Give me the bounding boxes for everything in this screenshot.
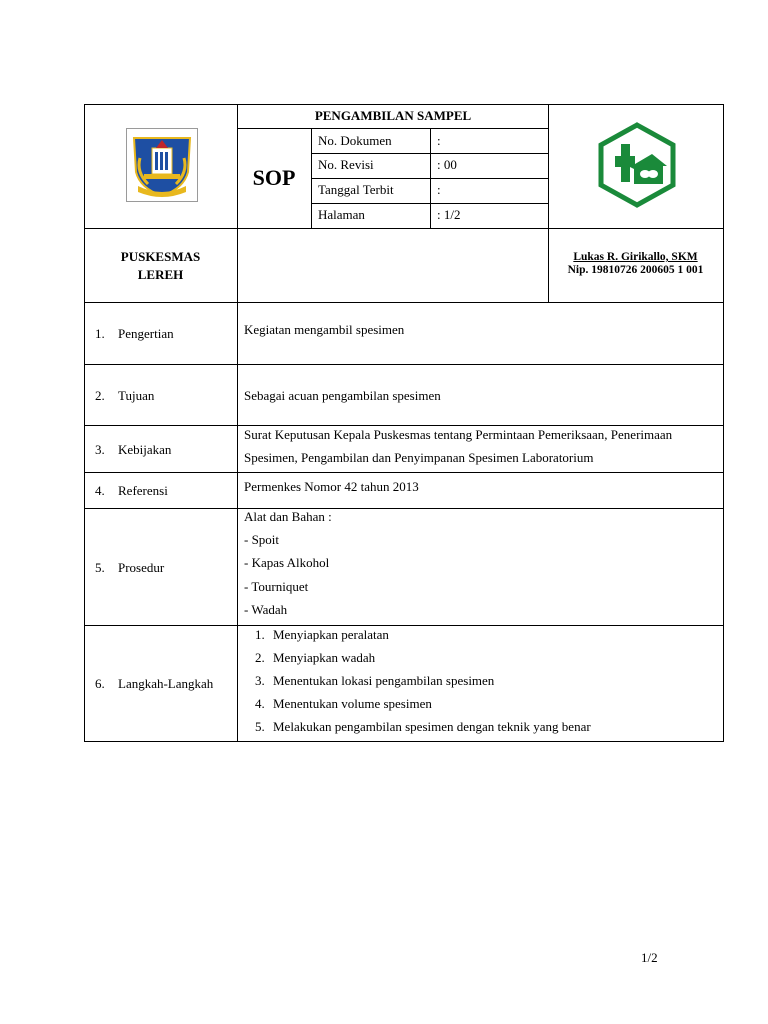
step-number: 3.: [255, 673, 265, 688]
step-text: Menentukan volume spesimen: [273, 696, 432, 711]
field-label-no-revisi: No. Revisi: [318, 157, 374, 172]
section-text-referensi: Permenkes Nomor 42 tahun 2013: [244, 479, 419, 494]
regional-emblem-logo: [126, 128, 198, 202]
section-label-referensi: Referensi: [118, 483, 168, 498]
institution-line-2: LEREH: [137, 267, 184, 282]
field-value-no-dokumen: :: [437, 133, 441, 148]
prosedur-line: - Kapas Alkohol: [244, 555, 330, 570]
section-text-tujuan: Sebagai acuan pengambilan spesimen: [244, 388, 441, 403]
section-number-kebijakan: 3.: [95, 442, 105, 457]
section-label-kebijakan: Kebijakan: [118, 442, 172, 457]
step-text: Melakukan pengambilan spesimen dengan teknik yang benar: [273, 719, 591, 734]
section-number-pengertian: 1.: [95, 326, 105, 341]
section-number-prosedur: 5.: [95, 560, 105, 575]
step-number: 5.: [255, 719, 265, 734]
document-title: PENGAMBILAN SAMPEL: [314, 108, 472, 123]
prosedur-line: - Wadah: [244, 602, 288, 617]
section-number-langkah: 6.: [95, 676, 105, 691]
section-label-prosedur: Prosedur: [118, 560, 165, 575]
section-text-pengertian: Kegiatan mengambil spesimen: [244, 322, 405, 337]
step-text: Menyiapkan wadah: [273, 650, 376, 665]
field-value-no-revisi: : 00: [437, 157, 457, 172]
section-label-langkah: Langkah-Langkah: [118, 676, 214, 691]
field-value-halaman: : 1/2: [437, 207, 461, 222]
list-item: [255, 673, 494, 689]
field-label-halaman: Halaman: [318, 207, 365, 222]
sop-label: SOP: [252, 165, 296, 190]
list-item: [255, 696, 432, 712]
section-text-kebijakan-line-1: Surat Keputusan Kepala Puskesmas tentang Permintaan Pemeriksaan, Penerimaan: [244, 427, 673, 442]
section-text-kebijakan-line-2: Spesimen, Pengambilan dan Penyimpanan Spesimen Laboratorium: [244, 450, 594, 465]
prosedur-line: - Tourniquet: [244, 579, 309, 594]
list-item: [255, 719, 591, 735]
field-label-tanggal-terbit: Tanggal Terbit: [318, 182, 394, 197]
prosedur-line: - Spoit: [244, 532, 280, 547]
field-label-no-dokumen: No. Dokumen: [318, 133, 392, 148]
signatory-nip: Nip. 19810726 200605 1 001: [567, 264, 704, 276]
signatory-name: Lukas R. Girikallo, SKM: [573, 251, 698, 263]
institution-name: [84, 248, 237, 284]
page-number: 1/2: [641, 950, 658, 965]
step-number: 1.: [255, 627, 265, 642]
field-value-tanggal-terbit: :: [437, 182, 441, 197]
section-number-tujuan: 2.: [95, 388, 105, 403]
puskesmas-logo: [597, 122, 677, 208]
prosedur-line: Alat dan Bahan :: [244, 509, 332, 524]
list-item: [255, 650, 375, 666]
list-item: [255, 627, 389, 643]
step-number: 2.: [255, 650, 265, 665]
section-label-tujuan: Tujuan: [118, 388, 155, 403]
step-text: Menentukan lokasi pengambilan spesimen: [273, 673, 495, 688]
institution-line-1: PUSKESMAS: [120, 249, 201, 264]
step-number: 4.: [255, 696, 265, 711]
section-number-referensi: 4.: [95, 483, 105, 498]
section-label-pengertian: Pengertian: [118, 326, 174, 341]
step-text: Menyiapkan peralatan: [273, 627, 389, 642]
